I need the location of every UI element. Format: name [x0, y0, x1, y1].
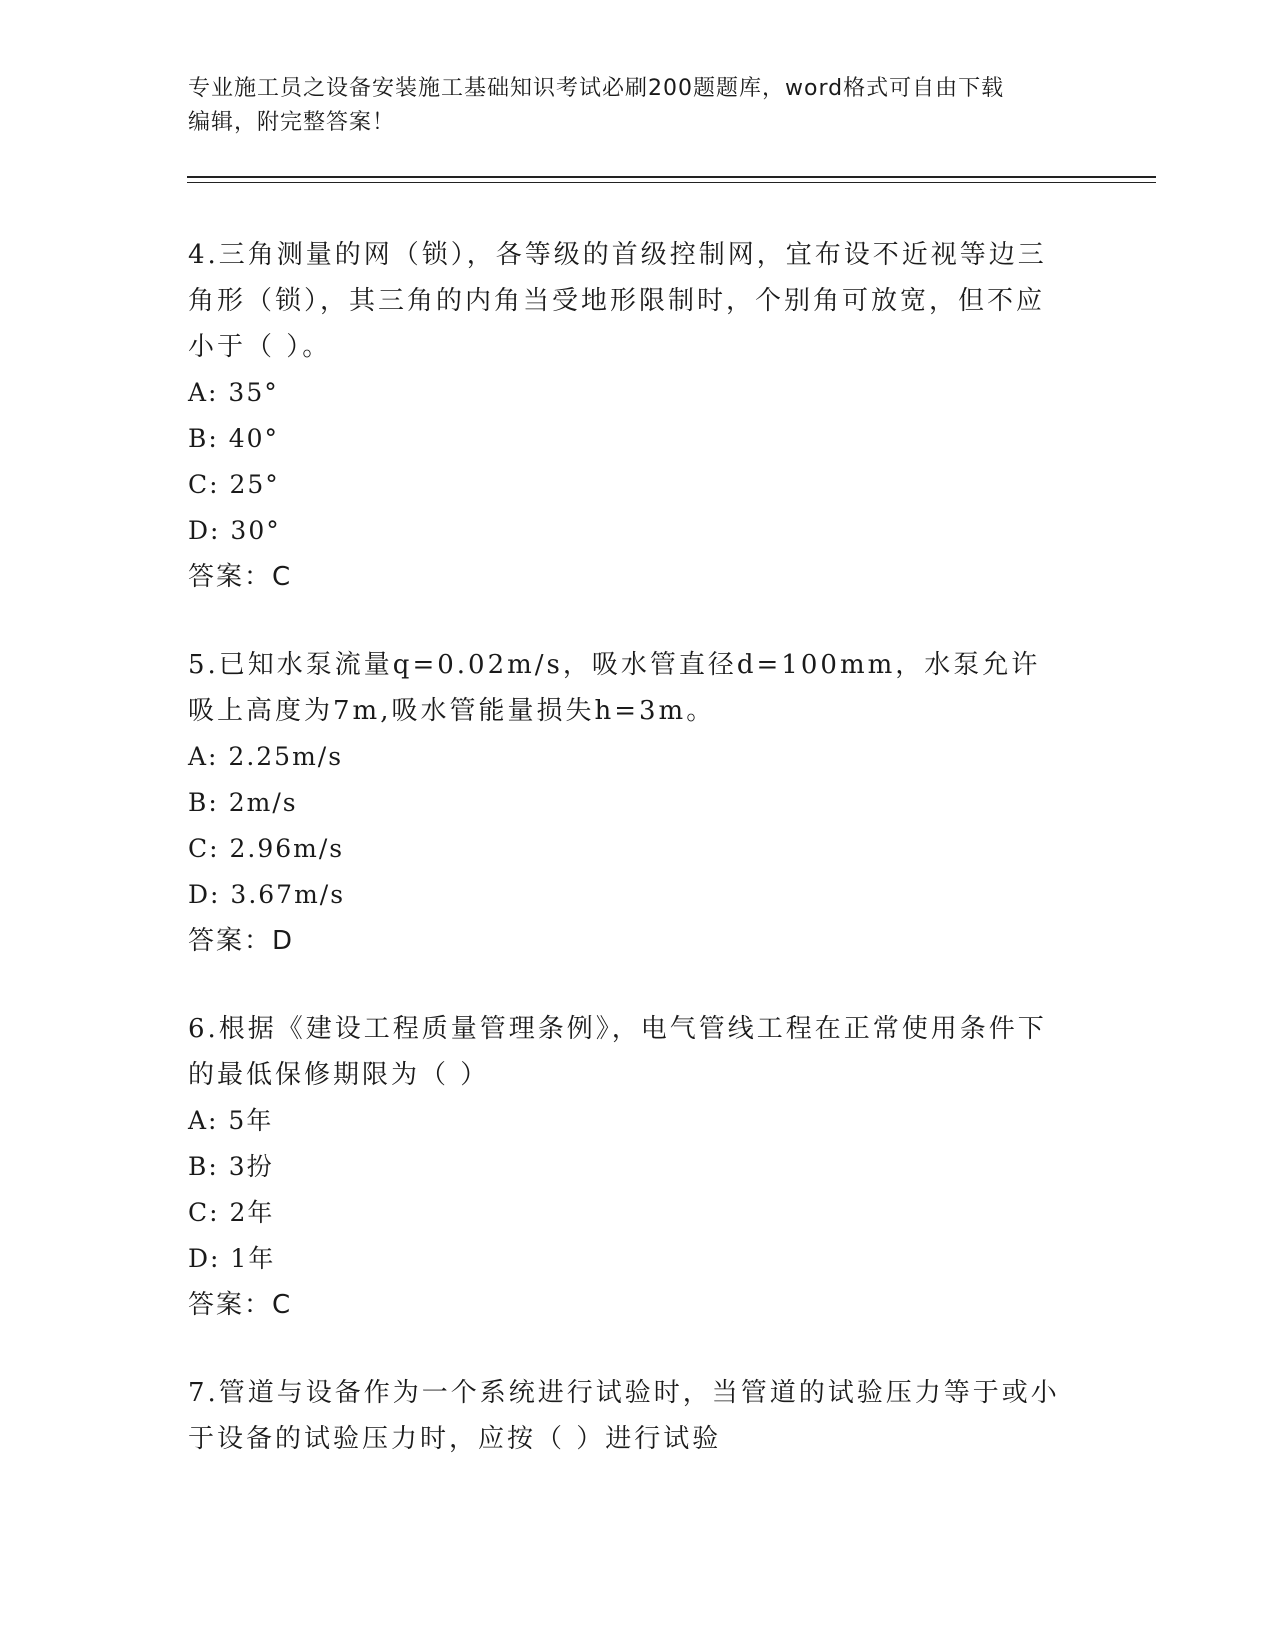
answer-line: 答案：C: [188, 1290, 293, 1320]
option-a: A: 2.25m/s: [188, 742, 344, 771]
question-4: [188, 232, 1068, 600]
header-divider-thick: [187, 176, 1156, 178]
question-5: [188, 642, 1068, 964]
header-title-line2: 编辑，附完整答案！: [188, 110, 396, 135]
answer-line: 答案：C: [188, 562, 293, 592]
question-6: [188, 1006, 1068, 1328]
option-d: D: 30°: [188, 516, 281, 545]
option-b: B: 40°: [188, 424, 280, 453]
option-c: C: 25°: [188, 470, 280, 499]
option-c: C: 2.96m/s: [188, 834, 345, 863]
answer-line: 答案：D: [188, 926, 295, 956]
option-c: C: 2年: [188, 1198, 275, 1227]
question-text: 6.根据《建设工程质量管理条例》，电气管线工程在正常使用条件下的最低保修期限为（ ）: [188, 1014, 1047, 1090]
header-title-line1: 专业施工员之设备安装施工基础知识考试必刷200题题库，word格式可自由下载: [188, 76, 1005, 101]
question-text: 4.三角测量的网（锁），各等级的首级控制网，宜布设不近视等边三角形（锁），其三角的内角当受地形限制时，个别角可放宽，但不应小于（ ）。: [188, 240, 1047, 362]
question-text: 5.已知水泵流量q=0.02m/s，吸水管直径d=100mm，水泵允许吸上高度为7m,吸水管能量损失h=3m。: [188, 650, 1041, 726]
option-b: B: 3扮: [188, 1152, 274, 1181]
question-list: [188, 232, 1068, 1504]
header-divider-thin: [187, 182, 1156, 183]
question-text: 7.管道与设备作为一个系统进行试验时，当管道的试验压力等于或小于设备的试验压力时，应按（ ）进行试验: [188, 1378, 1060, 1454]
option-a: A: 35°: [188, 378, 279, 407]
option-d: D: 3.67m/s: [188, 880, 346, 909]
option-b: B: 2m/s: [188, 788, 298, 817]
document-header: [188, 72, 1088, 140]
question-7: [188, 1370, 1068, 1462]
option-d: D: 1年: [188, 1244, 276, 1273]
option-a: A: 5年: [188, 1106, 274, 1135]
